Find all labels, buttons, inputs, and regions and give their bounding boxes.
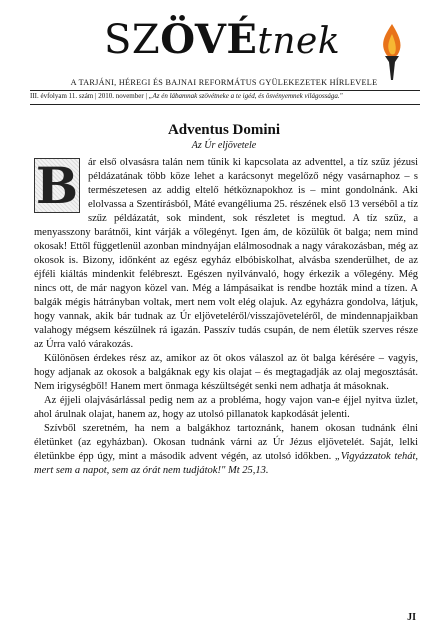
author-signature: JI xyxy=(407,612,416,623)
title-part-3: tnek xyxy=(257,21,341,62)
article-body xyxy=(34,156,418,478)
motto: „Az én lábamnak szövétneke a te igéd, és ösvényemnek világossága." xyxy=(148,92,343,100)
divider-bottom xyxy=(30,104,420,105)
article-paragraph: Különösen érdekes rész az, amikor az öt okos válaszol az öt balga kérésére – vagyis, hogy adjanak az okosok a balgáknak egy kis olajat – és megtagadják az olaj megosztását. Nem irigységből! Hanem mert önmaga készültségét senki nem adhatja át másoknak. xyxy=(34,353,418,392)
article-heading: Adventus Domini xyxy=(167,122,281,138)
issue-info-line xyxy=(30,92,420,100)
article-paragraph: Az éjjeli olajvásárlással pedig nem az a probléma, hogy vajon van-e éjjel nyitva üzlet, ahol árulnak olajat, hanem az, hogy az utolsó pillanatok kapkodását jelenti. xyxy=(34,395,418,420)
newsletter-title xyxy=(104,18,340,64)
closing-quote: „Vigyázzatok tehát, mert sem a napot, sem az órát nem tudjátok!" Mt 25,13. xyxy=(34,451,419,476)
title-part-1: SZ xyxy=(104,17,161,63)
newsletter-subtitle: A TARJÁNI, HÉREGI ÉS BAJNAI REFORMÁTUS GYÜLEKEZETEK HÍRLEVELE xyxy=(70,78,378,87)
torch-icon xyxy=(372,22,412,82)
article-paragraph: Szívből szeretném, ha nem a balgákhoz tartoznánk, hanem okosan tudnánk élni életünket (az egyházban). Okosan tudnánk várni az Úr Jézus eljövetelét. Saját, lelki életünkbe épp úgy, mint a második advent végén, az utolsó időkben. „Vigyázzatok tehát, mert sem a napot, sem az órát nem tudjátok!" Mt 25,13. xyxy=(34,423,419,476)
divider-top xyxy=(30,90,420,91)
issue-info: III. évfolyam 11. szám | 2010. november | xyxy=(30,92,147,100)
article-subheading: Az Úr eljövetele xyxy=(191,140,257,151)
masthead xyxy=(0,0,448,100)
dropcap-letter: B xyxy=(35,156,79,215)
title-part-2: ÖVÉ xyxy=(160,16,258,63)
article-paragraph: B ár első olvasásra talán nem tűnik ki kapcsolata az adventtel, a tíz szűz jézusi példázatának több köze lehet a karácsonyt megelőző négy vasárnaphoz – s természetesen az addig eltelő hétköznapokhoz is – mint gondolnánk. Aki elolvassa a Szentírásból, Máté evangéliuma 25. részének első 13 versébõl a tíz szűz példázatát, sok mindent, sok részletet is megtud. A tíz szűz, a menyasszony barátnői, kint várják a vőlegényt. Igen ám, de közülük öt balga; nem mind okosak! Ettől függetlenül azonban mindnyájan elálmosodnak a nagy várakozásban, még az okosok is. Bizony, időnként az egész egyház elbóbiskolhat, alvásba szenderülhet, de az éjféli kiáltás mindenkit felébreszt. Egészen nyilvánvaló, hogy érkezik a vőlegény. Még nincs ott, de már nagyon közel van. Még a lámpásaikat is rendbe hozták mind a tízen. A balgák mégis hátrányban voltak, mert nem volt elég olajuk. Az egyházra gondolva, látjuk, hogy vannak, akik bár tudnak az Úr eljöveteléről/visszajöveteléről, de mindennapjaikban valahogy mégsem készülnek rá igazán. Passzív tudás csupán, de nem életük szerves része az Úrra való várakozás. xyxy=(34,156,418,350)
